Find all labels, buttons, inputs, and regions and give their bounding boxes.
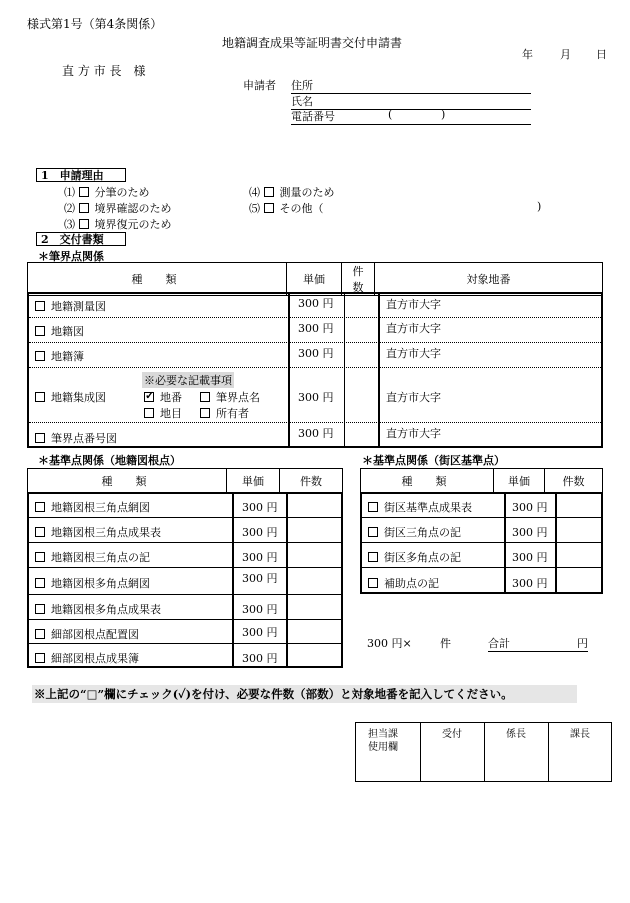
price: 300 円 (298, 347, 334, 360)
price: 300 円 (242, 501, 278, 514)
kijun-left-header (27, 468, 343, 493)
price: 300 円 (298, 427, 334, 440)
phone-paren-open: ( (388, 108, 393, 121)
item-label: 地目 (160, 407, 182, 420)
page-title: 地籍調査成果等証明書交付申請書 (222, 36, 403, 50)
office-col4: 課長 (570, 729, 590, 740)
row-name: 地籍図根三角点網図 (51, 501, 150, 514)
kijun-left-row[interactable] (35, 650, 139, 666)
reason-num: ⑸ (249, 202, 260, 215)
row-name: 補助点の記 (384, 577, 439, 590)
divider (555, 492, 557, 594)
row-name: 地籍図 (51, 325, 84, 338)
price: 300 円 (242, 526, 278, 539)
divider (288, 292, 290, 448)
reason-3[interactable] (64, 216, 172, 232)
kijun-left-heading: ＊基準点関係（地籍図根点） (38, 454, 181, 467)
checkbox-checked[interactable] (144, 389, 155, 402)
checkbox[interactable] (35, 653, 45, 663)
reason-num: ⑵ (64, 202, 75, 215)
hitsukai-row[interactable] (35, 389, 106, 405)
office-col3: 係長 (506, 729, 526, 740)
office-use-box (355, 722, 612, 782)
reason-text: 測量のため (279, 186, 335, 199)
reason-num: ⑷ (249, 186, 260, 199)
divider (548, 723, 549, 781)
row-line (29, 342, 601, 343)
price: 300 円 (512, 577, 548, 590)
checkbox[interactable] (264, 203, 274, 213)
checkbox[interactable] (368, 502, 378, 512)
divider (420, 723, 421, 781)
kijun-right-row[interactable] (368, 524, 461, 540)
target[interactable]: 直方市大字 (386, 427, 441, 440)
reason-text: その他（ (279, 202, 324, 215)
name-label: 氏名 (291, 95, 313, 108)
price: 300 円 (242, 551, 278, 564)
header-price: 単価 (287, 263, 342, 296)
checkbox[interactable] (35, 552, 45, 562)
reason-text: 分筆のため (94, 186, 150, 199)
phone-label: 電話番号 (291, 110, 335, 123)
applicant-address-field[interactable] (291, 77, 531, 94)
total-count-label: 件 (440, 637, 451, 650)
divider (378, 292, 380, 448)
price: 300 円 (242, 572, 278, 585)
phone-paren-close: ) (441, 108, 446, 121)
price: 300 円 (242, 652, 278, 665)
price: 300 円 (512, 501, 548, 514)
checkbox[interactable] (35, 392, 45, 402)
kijun-left-row[interactable] (35, 575, 150, 591)
reason-num: ⑶ (64, 218, 75, 231)
target[interactable]: 直方市大字 (386, 391, 441, 404)
row-name: 地籍図根三角点の記 (51, 551, 150, 564)
total-yen: 円 (577, 637, 588, 650)
applicant-phone-field[interactable] (291, 108, 531, 125)
checkbox[interactable] (79, 219, 89, 229)
row-name: 筆界点番号図 (51, 432, 117, 445)
date-day: 日 (596, 48, 607, 61)
checkbox[interactable] (35, 326, 45, 336)
required-note: ※必要な記載事項 (144, 374, 232, 387)
price: 300 円 (242, 603, 278, 616)
checkbox[interactable] (368, 527, 378, 537)
row-name: 細部図根点配置図 (51, 628, 139, 641)
row-line (29, 594, 341, 595)
kijun-right-row[interactable] (368, 549, 461, 565)
kijun-right-heading: ＊基準点関係（街区基準点） (362, 454, 505, 467)
price: 300 円 (298, 391, 334, 404)
row-name: 地籍図根多角点成果表 (51, 603, 161, 616)
instruction: ※上記の“□”欄にチェック(✓)を付け、必要な件数（部数）と対象地番を記入してください。 (32, 685, 577, 703)
row-name: 地籍図根多角点網図 (51, 577, 150, 590)
row-line (29, 643, 341, 644)
reason-5[interactable] (249, 200, 324, 216)
header-type: 種 類 (28, 263, 287, 296)
price: 300 円 (298, 297, 334, 310)
price: 300 円 (242, 626, 278, 639)
header-count: 件数 (342, 263, 375, 296)
checkbox[interactable] (368, 552, 378, 562)
checkbox[interactable] (35, 433, 45, 443)
price: 300 円 (298, 322, 334, 335)
header-price: 単価 (494, 469, 545, 493)
form-id: 様式第1号（第4条関係） (27, 17, 163, 31)
target[interactable]: 直方市大字 (386, 298, 441, 311)
header-count: 件数 (280, 469, 343, 493)
row-line (29, 517, 341, 518)
header-target: 対象地番 (375, 263, 603, 296)
required-item[interactable] (200, 389, 260, 405)
target[interactable]: 直方市大字 (386, 347, 441, 360)
row-line (29, 619, 341, 620)
header-type: 種 類 (361, 469, 494, 493)
total-label: 合計 (488, 637, 510, 650)
row-name: 地籍測量図 (51, 300, 106, 313)
row-name: 地籍簿 (51, 350, 84, 363)
reason-2[interactable] (64, 200, 172, 216)
item-label: 筆界点名 (216, 391, 260, 404)
date-year: 年 (522, 48, 533, 61)
row-line (29, 367, 601, 368)
reason-4[interactable] (249, 184, 335, 200)
checkbox[interactable] (35, 301, 45, 311)
row-name: 細部図根点成果簿 (51, 652, 139, 665)
divider (484, 723, 485, 781)
checkbox[interactable] (35, 502, 45, 512)
section1-label: 1 申請理由 (36, 168, 126, 182)
hitsukai-table (27, 262, 603, 296)
address-label: 住所 (291, 79, 313, 92)
row-name: 地籍集成図 (51, 391, 106, 404)
office-col1-line1: 担当課 (368, 729, 398, 740)
row-line (29, 542, 341, 543)
total-unit: 300 円× (367, 637, 412, 650)
reason-1[interactable] (64, 184, 150, 200)
item-label: 地番 (160, 391, 182, 404)
checkbox[interactable] (144, 408, 154, 418)
divider (504, 492, 506, 594)
kijun-left-row[interactable] (35, 626, 139, 642)
row-line (362, 542, 601, 543)
addressee: 直 方 市 長 様 (62, 64, 146, 78)
checkbox[interactable] (35, 629, 45, 639)
reason-num: ⑴ (64, 186, 75, 199)
row-line (362, 517, 601, 518)
hitsukai-row[interactable] (35, 323, 84, 339)
checkbox[interactable] (200, 408, 210, 418)
checkbox[interactable] (35, 578, 45, 588)
checkbox[interactable] (35, 604, 45, 614)
header-type: 種 類 (28, 469, 227, 493)
checkbox[interactable] (264, 187, 274, 197)
total-field[interactable] (488, 635, 588, 652)
check-mark-icon: ✓ (145, 389, 155, 402)
kijun-right-header (360, 468, 603, 493)
target[interactable]: 直方市大字 (386, 322, 441, 335)
hitsukai-heading: ＊筆界点関係 (38, 250, 104, 263)
kijun-left-row[interactable] (35, 499, 150, 515)
date-month: 月 (560, 48, 571, 61)
kijun-right-row[interactable] (368, 575, 439, 591)
row-name: 地籍図根三角点成果表 (51, 526, 161, 539)
checkbox[interactable] (79, 203, 89, 213)
applicant-label: 申請者 (243, 79, 276, 92)
office-col2: 受付 (442, 729, 462, 740)
row-line (362, 567, 601, 568)
row-line (29, 317, 601, 318)
kijun-right-row[interactable] (368, 499, 472, 515)
header-count: 件数 (545, 469, 603, 493)
reason-other-close: ) (537, 200, 542, 213)
required-item[interactable] (144, 389, 182, 405)
item-label: 所有者 (216, 407, 249, 420)
kijun-left-row[interactable] (35, 524, 161, 540)
price: 300 円 (512, 551, 548, 564)
hitsukai-row[interactable] (35, 348, 84, 364)
hitsukai-row[interactable] (35, 430, 117, 446)
required-item[interactable] (144, 405, 182, 421)
checkbox[interactable] (35, 351, 45, 361)
row-name: 街区多角点の記 (384, 551, 461, 564)
office-col1-line2: 使用欄 (368, 742, 398, 753)
row-name: 街区基準点成果表 (384, 501, 472, 514)
row-line (29, 567, 341, 568)
checkbox[interactable] (368, 578, 378, 588)
checkbox[interactable] (79, 187, 89, 197)
kijun-left-row[interactable] (35, 549, 150, 565)
row-name: 街区三角点の記 (384, 526, 461, 539)
required-item[interactable] (200, 405, 249, 421)
divider (286, 492, 288, 668)
reason-text: 境界復元のため (94, 218, 172, 231)
header-price: 単価 (227, 469, 280, 493)
divider (232, 492, 234, 668)
reason-text: 境界確認のため (94, 202, 172, 215)
row-line (29, 422, 601, 423)
checkbox[interactable] (35, 527, 45, 537)
kijun-left-row[interactable] (35, 601, 161, 617)
divider (344, 292, 345, 448)
checkbox[interactable] (200, 392, 210, 402)
section2-label: 2 交付書類 (36, 232, 126, 246)
price: 300 円 (512, 526, 548, 539)
hitsukai-row[interactable] (35, 298, 106, 314)
